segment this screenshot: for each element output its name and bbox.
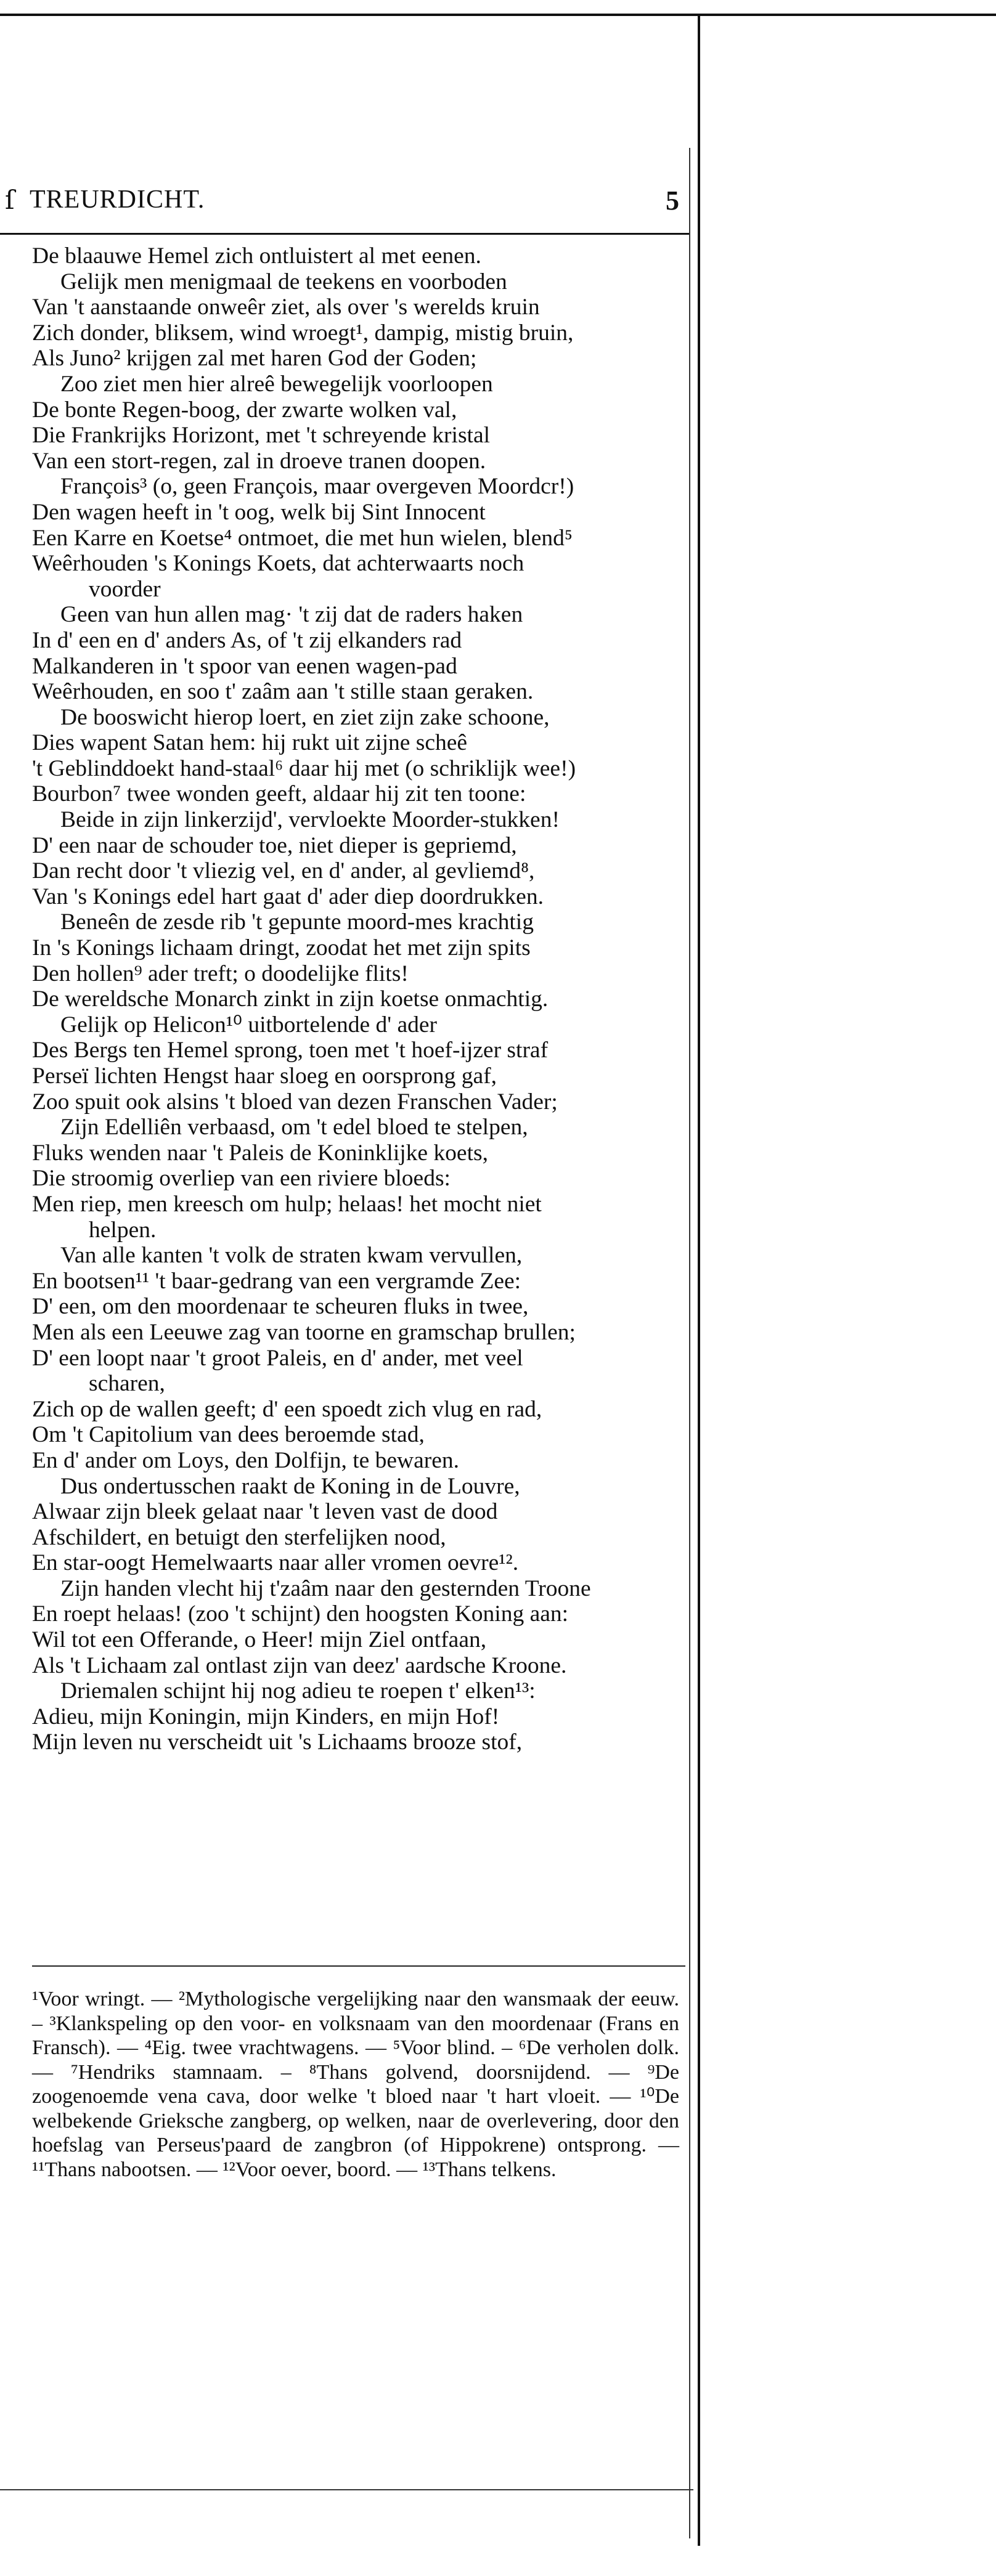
- poem-line: Beide in zijn linkerzijd', vervloekte Moorder-stukken!: [60, 807, 560, 833]
- poem-line: Perseï lichten Hengst haar sloeg en oorsprong gaf,: [32, 1063, 497, 1089]
- column-right-border: [689, 148, 690, 2538]
- poem-line: Die Frankrijks Horizont, met 't schreyende kristal: [32, 423, 491, 449]
- poem-line: Die stroomig overliep van een riviere bloeds:: [32, 1166, 451, 1192]
- poem-line: Gelijk op Helicon¹⁰ uitbortelende d' ader: [60, 1012, 437, 1038]
- poem-line: scharen,: [89, 1371, 165, 1397]
- poem-line: Geen van hun allen mag· 't zij dat de raders haken: [60, 602, 523, 628]
- poem-line: Dies wapent Satan hem: hij rukt uit zijne scheê: [32, 730, 468, 756]
- page-title: TREURDICHT.: [30, 185, 205, 214]
- poem-line: Weêrhouden, en soo t' zaâm aan 't stille staan geraken.: [32, 679, 534, 705]
- poem-line: De blaauwe Hemel zich ontluistert al met eenen.: [32, 243, 481, 269]
- poem-line: Den hollen⁹ ader treft; o doodelijke flits!: [32, 961, 409, 986]
- poem-line: Zich donder, bliksem, wind wroegt¹, dampig, mistig bruin,: [32, 320, 574, 346]
- poem-line: Wil tot een Offerande, o Heer! mijn Ziel ontfaan,: [32, 1627, 487, 1653]
- poem-line: Als Juno² krijgen zal met haren God der Goden;: [32, 346, 477, 372]
- poem-line: En bootsen¹¹ 't baar-gedrang van een vergramde Zee:: [32, 1268, 521, 1294]
- poem-line: Zich op de wallen geeft; d' een spoedt zich vlug en rad,: [32, 1396, 542, 1422]
- poem-line: Bourbon⁷ twee wonden geeft, aldaar hij zit ten toone:: [32, 781, 526, 807]
- poem-line: De booswicht hierop loert, en ziet zijn zake schoone,: [60, 704, 550, 730]
- poem-line: Weêrhouden 's Konings Koets, dat achterwaarts noch: [32, 551, 525, 577]
- poem-line: De bonte Regen-boog, der zwarte wolken val,: [32, 397, 457, 423]
- footnote-separator: [32, 1965, 685, 1967]
- poem-line: Dan recht door 't vliezig vel, en d' ander, al gevliemd⁸,: [32, 858, 535, 884]
- poem-line: Om 't Capitolium van dees beroemde stad,: [32, 1422, 425, 1448]
- poem-line: Zijn Edelliên verbaasd, om 't edel bloed te stelpen,: [60, 1115, 528, 1140]
- poem-line: Van 't aanstaande onweêr ziet, als over 's werelds kruin: [32, 295, 540, 320]
- poem-line: Als 't Lichaam zal ontlast zijn van deez' aardsche Kroone.: [32, 1652, 567, 1678]
- poem-line: Adieu, mijn Koningin, mijn Kinders, en mijn Hof!: [32, 1704, 500, 1729]
- poem-line: Fluks wenden naar 't Paleis de Koninklijke koets,: [32, 1140, 488, 1166]
- poem-line: Afschildert, en betuigt den sterfelijken nood,: [32, 1524, 446, 1550]
- poem-line: Den wagen heeft in 't oog, welk bij Sint Innocent: [32, 499, 486, 525]
- poem-line: Van een stort-regen, zal in droeve tranen doopen.: [32, 448, 486, 474]
- page-number: 5: [666, 185, 680, 216]
- poem-line: Men als een Leeuwe zag van toorne en gramschap brullen;: [32, 1319, 576, 1345]
- poem-line: Beneên de zesde rib 't gepunte moord-mes krachtig: [60, 909, 534, 935]
- poem-line: D' een loopt naar 't groot Paleis, en d' ander, met veel: [32, 1345, 523, 1371]
- poem-line: Malkanderen in 't spoor van eenen wagen-pad: [32, 653, 457, 679]
- page-right-border: [698, 14, 700, 2546]
- poem-line: Zoo ziet men hier alreê bewegelijk voorloopen: [60, 371, 493, 397]
- poem-line: Alwaar zijn bleek gelaat naar 't leven vast de dood: [32, 1499, 498, 1525]
- poem-line: Van alle kanten 't volk de straten kwam vervullen,: [60, 1243, 523, 1269]
- page-bottom-border: [0, 2489, 693, 2490]
- poem-line: François³ (o, geen François, maar overgeven Moordcr!): [60, 474, 574, 500]
- poem-line: voorder: [89, 576, 161, 602]
- page-top-border: [0, 14, 996, 16]
- footnote-text: ¹Voor wringt. — ²Mythologische vergelijking naar den wansmaak der eeuw. – ³Klankspeling op den voor- en volksnaam van den moordenaar (Frans en Fransch). — ⁴Eig. twee vrachtwagens. — ⁵Voor blind. – ⁶De verholen dolk. — ⁷Hendriks stamnaam. – ⁸Thans golvend, doorsnijdend. — ⁹De zoogenoemde vena cava, door welke 't bloed naar 't hart vloeit. — ¹⁰De welbekende Grieksche zangberg, op welken, naar de overlevering, door den hoefslag van Perseus'paard de zangbron (of Hippokrene) ontsprong. — ¹¹Thans nabootsen. — ¹²Voor oever, boord. — ¹³Thans telkens.: [32, 1988, 679, 2181]
- poem-line: En star-oogt Hemelwaarts naar aller vromen oevre¹².: [32, 1550, 519, 1576]
- poem-line: Gelijk men menigmaal de teekens en voorboden: [60, 269, 507, 295]
- poem-line: Een Karre en Koetse⁴ ontmoet, die met hun wielen, blend⁵: [32, 525, 573, 551]
- poem-line: En d' ander om Loys, den Dolfijn, te bewaren.: [32, 1447, 460, 1473]
- poem-line: D' een, om den moordenaar te scheuren fluks in twee,: [32, 1294, 529, 1320]
- header-rule: [0, 233, 689, 235]
- poem-body: [32, 243, 685, 1755]
- poem-line: 't Geblinddoekt hand-staal⁶ daar hij met (o schriklijk wee!): [32, 755, 576, 781]
- poem-line: Mijn leven nu verscheidt uit 's Lichaams brooze stof,: [32, 1729, 523, 1755]
- poem-line: In d' een en d' anders As, of 't zij elkanders rad: [32, 627, 462, 653]
- poem-line: En roept helaas! (zoo 't schijnt) den hoogsten Koning aan:: [32, 1601, 569, 1627]
- poem-line: In 's Konings lichaam dringt, zoodat het met zijn spits: [32, 935, 531, 961]
- poem-line: D' een naar de schouder toe, niet dieper is gepriemd,: [32, 832, 517, 858]
- poem-line: Dus ondertusschen raakt de Koning in de Louvre,: [60, 1473, 520, 1499]
- poem-line: Van 's Konings edel hart gaat d' ader diep doordrukken.: [32, 884, 544, 909]
- poem-line: Driemalen schijnt hij nog adieu te roepen t' elken¹³:: [60, 1678, 536, 1704]
- poem-line: Zijn handen vlecht hij t'zaâm naar den gesternden Troone: [60, 1575, 591, 1601]
- poem-line: De wereldsche Monarch zinkt in zijn koetse onmachtig.: [32, 986, 549, 1012]
- footnotes: [32, 1987, 679, 2182]
- poem-line: Zoo spuit ook alsins 't bloed van dezen Franschen Vader;: [32, 1089, 558, 1115]
- poem-line: Des Bergs ten Hemel sprong, toen met 't hoef-ijzer straf: [32, 1038, 549, 1063]
- poem-line: helpen.: [89, 1217, 157, 1243]
- header-mark: ſ: [5, 185, 15, 215]
- poem-line: Men riep, men kreesch om hulp; helaas! het mocht niet: [32, 1191, 542, 1217]
